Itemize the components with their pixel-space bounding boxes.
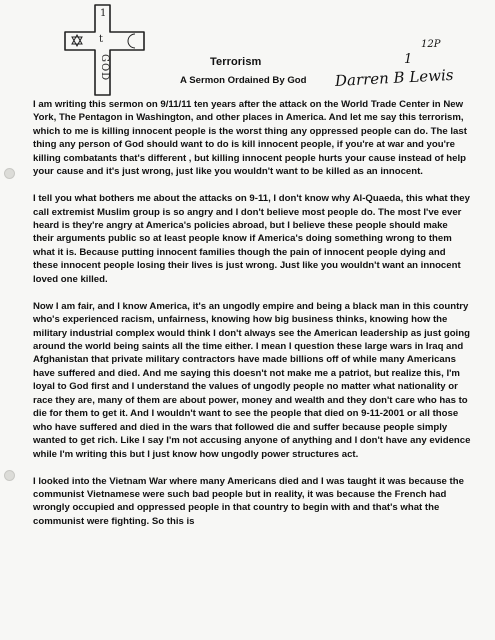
punch-hole [4, 470, 15, 481]
cross-center-text: t [99, 34, 104, 45]
cross-bottom-text: GOD [99, 54, 110, 82]
document-subtitle: A Sermon Ordained By God [180, 75, 307, 86]
page-count: 12P [421, 39, 441, 50]
sermon-body [33, 98, 471, 542]
crescent-moon-icon [128, 34, 135, 48]
paragraph: I tell you what bothers me about the attacks on 9-11, I don't know why Al-Quaeda, this what they call extremist Muslim group is so angry and I don't believe most people do. The most I've ever heard is they're angry at America's policies abroad, but I believe these people should make their arguments public so at least people know if America's doing something wrong to them what it is. Because putting innocent families though the pain of innocent people dying and these innocent people losing their lives is just wrong. Just like you wouldn't want an innocent loved one killed. [33, 193, 470, 285]
paragraph: I am writing this sermon on 9/11/11 ten years after the attack on the World Trade Center in New York, The Pentagon in Washington, and other places in America. And let me say this terrorism, which to me is killing innocent people is the worst thing any oppressed people can do. The last thing any person of God should want to do is kill innocent people, if you're at war and you're killing combatants that's different , but killing innocent people hurts your cause instead of help your cause and it's just wrong, just like you wouldn't want to be killed as an innocent. [33, 99, 467, 178]
cross-top-text: 1 [100, 8, 107, 19]
paragraph: I looked into the Vietnam War where many Americans died and I was taught it was because the communist Vietnamese were such bad people but in reality, it was because the French had wrongly occupied and oppressed people in that country to begin with and that's what the communist were fighting. So this is [33, 475, 464, 527]
cross-emblem [62, 2, 152, 98]
star-of-david-icon [72, 35, 82, 46]
document-title: Terrorism [210, 56, 262, 68]
paragraph: Now I am fair, and I know America, it's an ungodly empire and being a black man in this country who's experienced racism, unfairness, knowing how big business thinks, knowing how the military industrial complex would think I don't always see the American leadership as just going around the world being saints all the time either. I mean I question these large wars in Iraq and Afghanistan that private military contractors have made billions off of while many Americans have suffered and died. And me saying this doesn't not make me a patriot, but realize this, I'm loyal to God first and I understand the values of ungodly people no matter what nationality or race they are, many of them are about power, money and wealth and they don't care who has to die for them to get it. And I wouldn't want to see the people that died on 9-11-2001 or all those who have suffered and died in the wars that followed die and suffer because people simply wanted to get rich. Like I say I'm not accusing anyone of anything and I don't have any evidence while I'm writing this but I just know how ungodly power structures act. [33, 300, 471, 460]
page-number: 1 [404, 52, 413, 67]
author-signature: Darren B Lewis [334, 65, 454, 90]
punch-hole [4, 168, 15, 179]
